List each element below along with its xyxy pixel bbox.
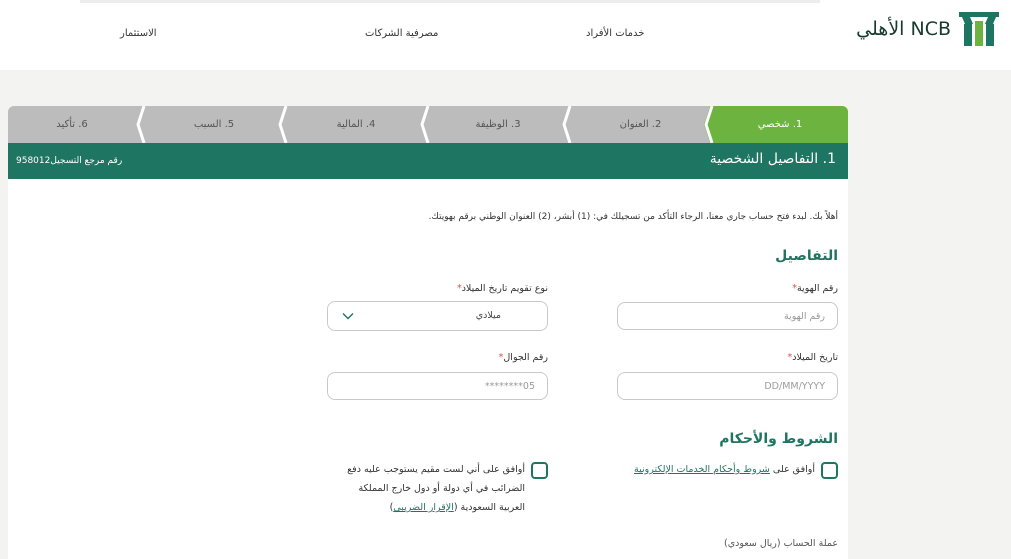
tax-declaration-text — [325, 460, 525, 517]
step-separator — [704, 106, 718, 143]
ncb-logo[interactable] — [856, 12, 999, 46]
step-separator — [562, 106, 576, 143]
step-separator — [136, 106, 150, 143]
details-heading: التفاصيل — [775, 248, 838, 264]
terms-link[interactable]: شروط وأحكام الخدمات الإلكترونية — [634, 464, 770, 475]
step-separator — [278, 106, 292, 143]
tax-declaration-link[interactable]: الإقرار الضريبي — [393, 502, 454, 513]
terms-heading: الشروط والأحكام — [719, 431, 838, 447]
step-job[interactable]: 3. الوظيفة — [475, 119, 521, 130]
calendar-type-value: ميلادي — [475, 310, 501, 321]
tax-line-2: الضرائب في أي دولة أو دول خارج المملكة — [358, 483, 525, 494]
account-currency: عملة الحساب (ريال سعودي) — [724, 538, 838, 549]
section-title: 1. التفاصيل الشخصية — [709, 151, 836, 167]
personal-details-form — [8, 179, 848, 559]
nav-individuals[interactable]: خدمات الأفراد — [586, 28, 645, 39]
step-address[interactable]: 2. العنوان — [619, 119, 662, 130]
step-confirm[interactable]: 6. تأكيد — [56, 119, 88, 130]
calendar-type-select[interactable] — [327, 301, 548, 331]
chevron-down-icon — [342, 310, 354, 322]
registration-reference: رقم مرجع التسجيل958012 — [16, 156, 123, 166]
birth-date-label: تاريخ الميلاد* — [787, 352, 838, 363]
calendar-type-label: نوع تقويم تاريخ الميلاد* — [456, 283, 548, 294]
tax-line-3: العربية السعودية (الإقرار الضريبي) — [389, 502, 525, 513]
id-number-input[interactable] — [617, 302, 838, 330]
section-header — [8, 143, 848, 179]
tax-line-1: أوافق على أني لست مقيم يستوجب عليه دفع — [347, 464, 525, 475]
step-reason[interactable]: 5. السبب — [193, 119, 235, 130]
progress-stepper — [8, 106, 848, 143]
nav-investment[interactable]: الاستثمار — [120, 28, 157, 39]
top-header — [0, 0, 1011, 70]
terms-checkbox[interactable] — [821, 462, 838, 479]
header-divider — [80, 0, 820, 3]
step-separator — [420, 106, 434, 143]
step-personal[interactable]: 1. شخصي — [712, 106, 848, 143]
intro-text: أهلاً بك. لبدء فتح حساب جاري معنا، الرجاء التأكد من تسجيلك في: (1) أبشر، (2) العنوان الوطني برقم بهويتك. — [428, 212, 838, 222]
logo-icon — [959, 12, 999, 46]
terms-agree-text: أوافق على شروط وأحكام الخدمات الإلكترونية — [634, 464, 815, 475]
id-number-label: رقم الهوية* — [792, 283, 838, 294]
mobile-label: رقم الجوال* — [498, 352, 548, 363]
logo-wordmark: الأهلي NCB — [856, 18, 951, 40]
birth-date-input[interactable] — [617, 372, 838, 400]
nav-corporate-banking[interactable]: مصرفية الشركات — [365, 28, 439, 39]
tax-checkbox[interactable] — [531, 462, 548, 479]
mobile-input[interactable] — [327, 372, 548, 400]
step-financial[interactable]: 4. المالية — [336, 119, 376, 130]
